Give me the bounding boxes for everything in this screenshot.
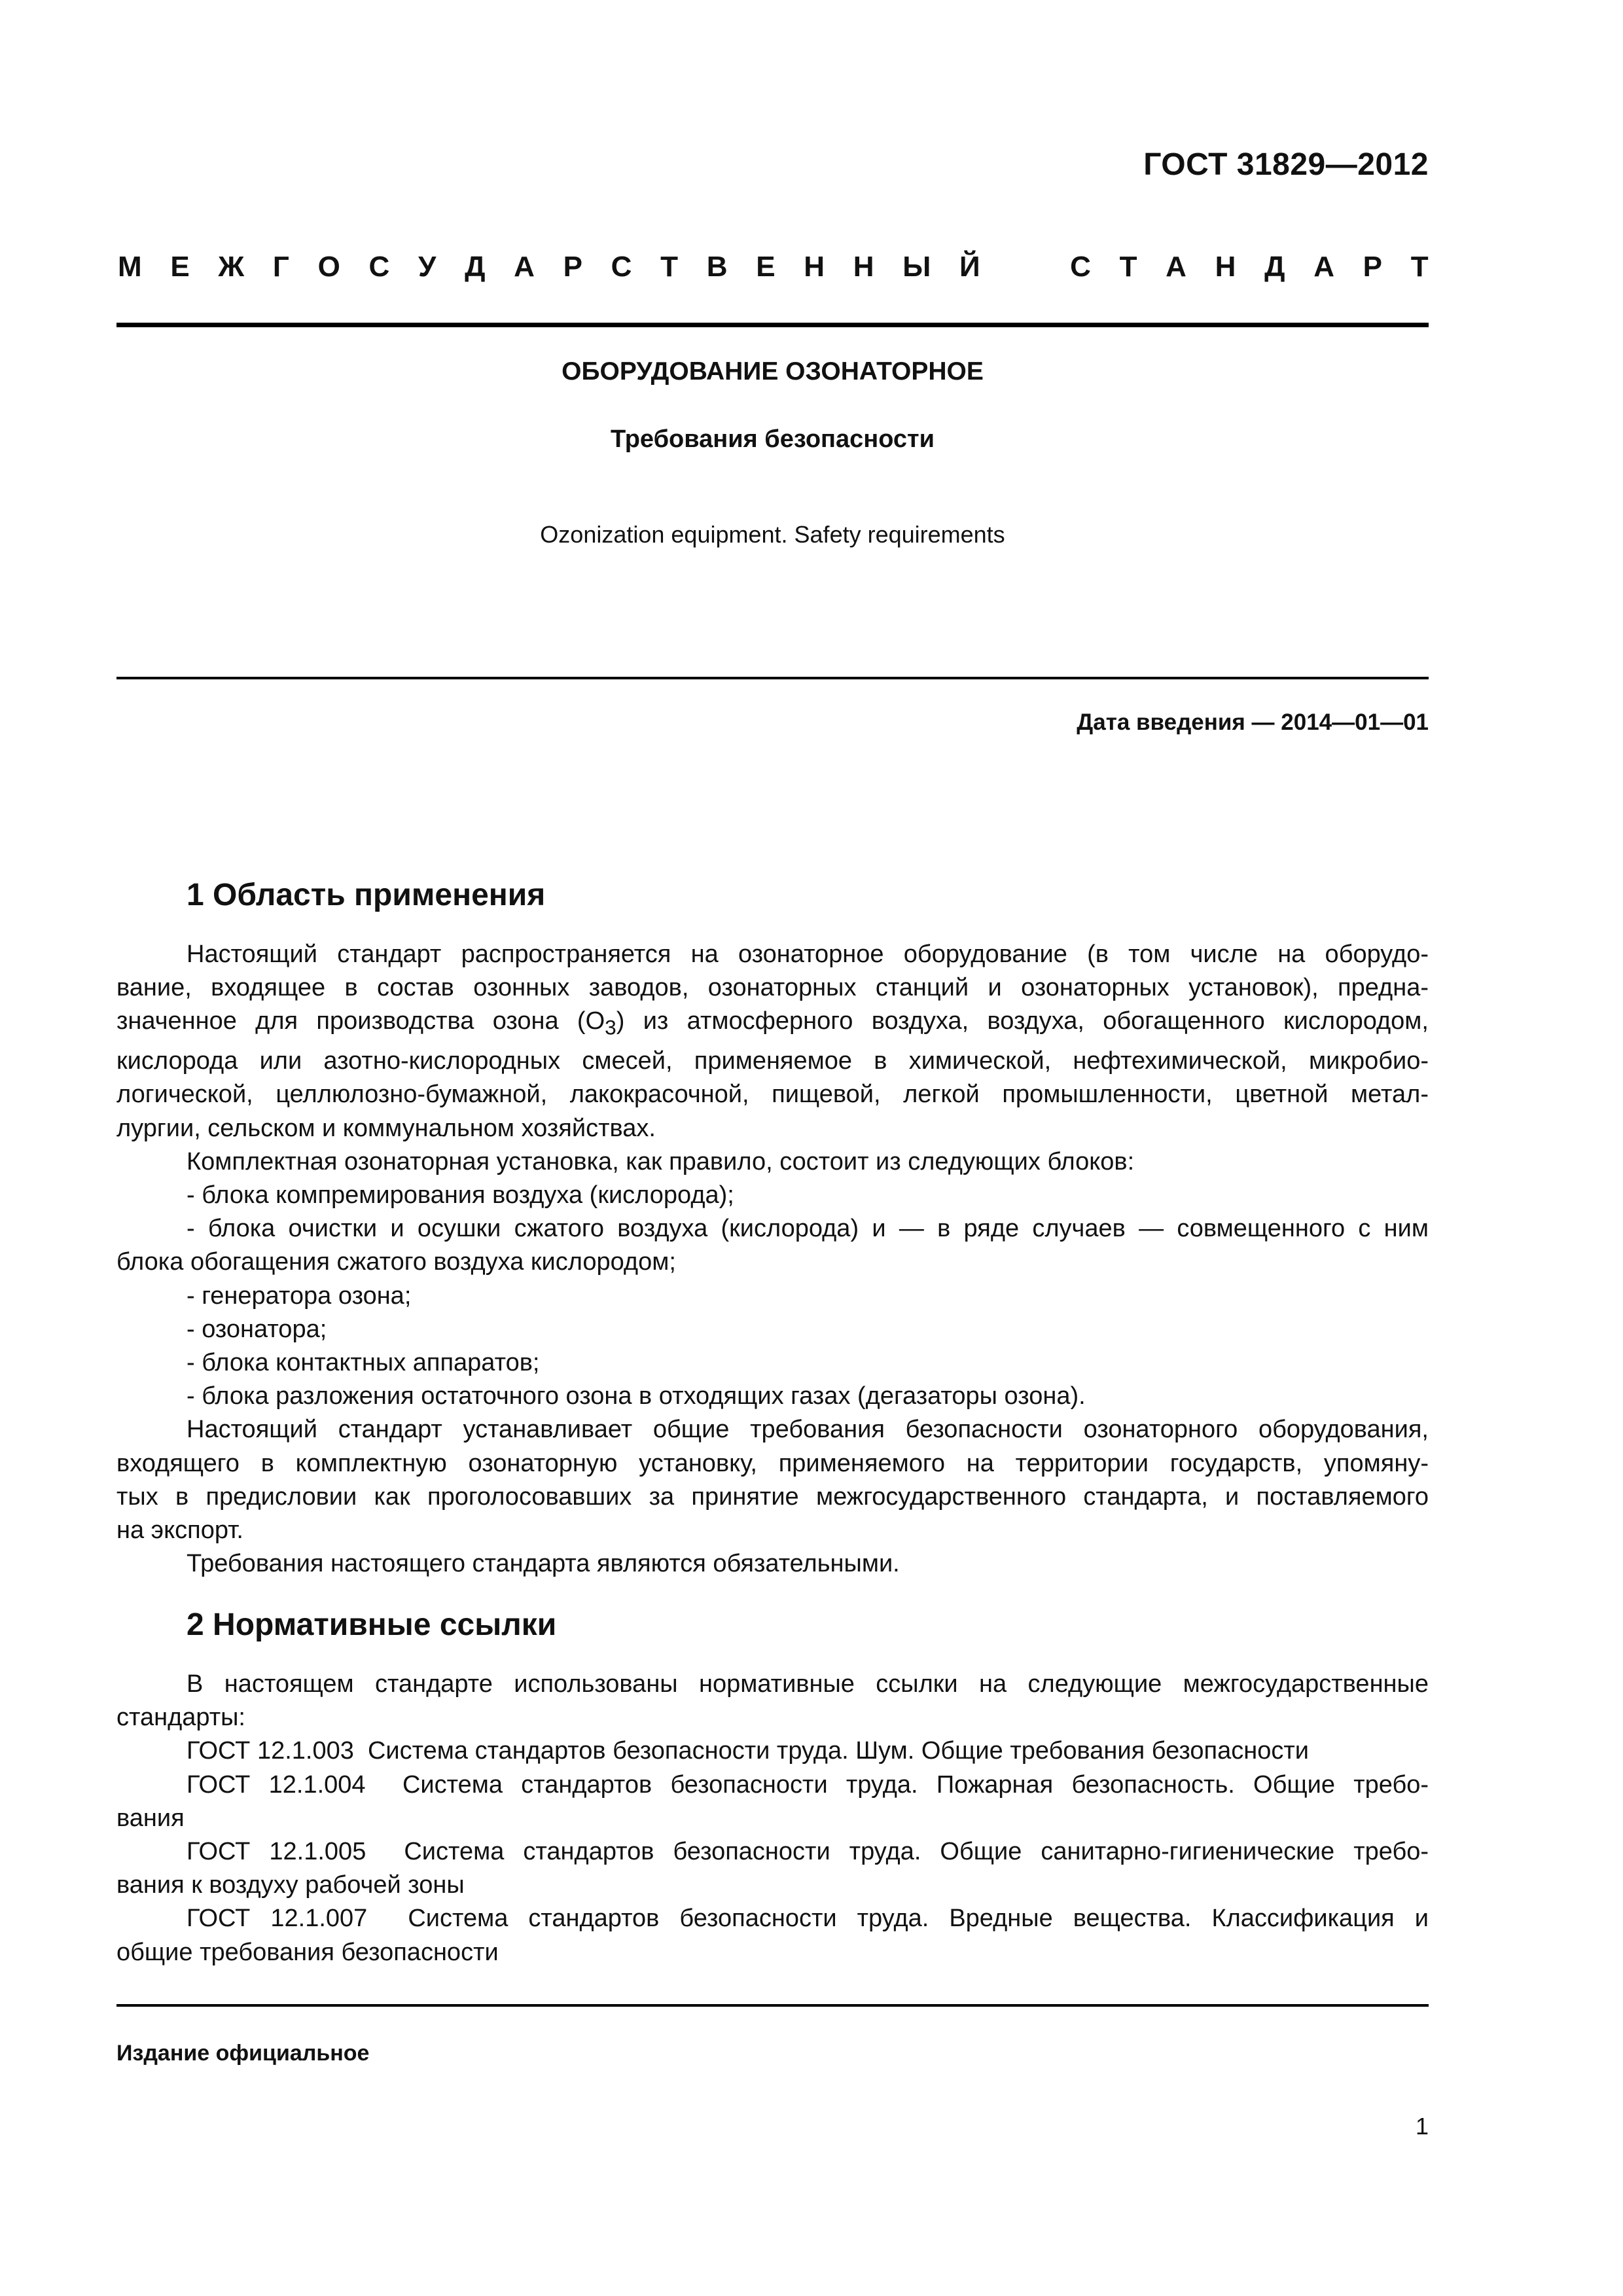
interstate-standard-heading (118, 251, 1429, 283)
spaced-letter: А (1166, 251, 1186, 283)
footer-divider (116, 2004, 1429, 2007)
reference-item: ГОСТ 12.1.003 Система стандартов безопасности труда. Шум. Общие требования безопасности (187, 1737, 1309, 1765)
header-divider (116, 323, 1429, 327)
list-item: - блока разложения остаточного озона в отходящих газах (дегазаторы озона). (187, 1382, 1086, 1410)
spaced-letter: С (1070, 251, 1091, 283)
spaced-letter: Й (959, 251, 980, 283)
spaced-letter: С (368, 251, 390, 283)
list-item: - блока очистки и осушки сжатого воздуха (кислорода) и — в ряде случаев — совмещенного с ним (187, 1215, 1429, 1243)
text-run: значенное для производства озона (О (116, 1007, 605, 1035)
text-line: на экспорт. (116, 1516, 243, 1545)
document-subtitle: Требования безопасности (610, 425, 935, 453)
text-line: входящего в комплектную озонаторную установку, применяемого на территории государств, упомяну- (116, 1449, 1429, 1477)
spaced-letter: Т (1119, 251, 1137, 283)
text-line: логической, целлюлозно-бумажной, лакокрасочной, пищевой, легкой промышленности, цветной метал- (116, 1081, 1429, 1109)
spaced-letter: О (317, 251, 340, 283)
spaced-letter: В (706, 251, 728, 283)
spaced-letter: У (418, 251, 437, 283)
spaced-letter: Ы (902, 251, 931, 283)
spaced-letter: Н (1215, 251, 1236, 283)
reference-item: ГОСТ 12.1.004 Система стандартов безопасности труда. Пожарная безопасность. Общие требо- (187, 1770, 1429, 1799)
list-item: - генератора озона; (187, 1282, 412, 1310)
text-line: тых в предисловии как проголосовавших за принятие межгосударственного стандарта, и поставляемого (116, 1482, 1429, 1511)
subscript: 3 (605, 1016, 616, 1039)
text-line: В настоящем стандарте использованы нормативные ссылки на следующие межгосударственные (187, 1670, 1429, 1698)
text-line: вания к воздуху рабочей зоны (116, 1871, 465, 1899)
text-line (116, 1005, 1429, 1045)
spaced-letter: С (611, 251, 632, 283)
document-title: ОБОРУДОВАНИЕ ОЗОНАТОРНОЕ (562, 357, 984, 386)
text-line: Настоящий стандарт устанавливает общие требования безопасности озонаторного оборудования, (187, 1416, 1429, 1444)
section-2-body (116, 1668, 1429, 1969)
text-line: стандарты: (116, 1704, 245, 1732)
spaced-letter: М (118, 251, 142, 283)
official-edition-label: Издание официальное (116, 2041, 370, 2066)
spaced-letter: Е (170, 251, 190, 283)
text-run: ) из атмосферного воздуха, воздуха, обогащенного кислородом, (616, 1007, 1429, 1035)
list-item: - блока контактных аппаратов; (187, 1349, 540, 1377)
spaced-letter: Т (1410, 251, 1429, 283)
title-divider (116, 677, 1429, 679)
spaced-letter: Н (853, 251, 874, 283)
spaced-letter: Р (1363, 251, 1383, 283)
text-line: вание, входящее в состав озонных заводов, озонаторных станций и озонаторных установок), предна- (116, 974, 1429, 1002)
introduction-date: Дата введения — 2014—01—01 (1077, 709, 1429, 735)
section-2-heading: 2 Нормативные ссылки (187, 1607, 557, 1642)
reference-item: ГОСТ 12.1.005 Система стандартов безопасности труда. Общие санитарно-гигиенические требо- (187, 1838, 1429, 1866)
text-line: Комплектная озонаторная установка, как правило, состоит из следующих блоков: (187, 1147, 1135, 1175)
reference-item: ГОСТ 12.1.007 Система стандартов безопасности труда. Вредные вещества. Классификация и (187, 1905, 1429, 1933)
list-item: - озонатора; (187, 1315, 327, 1343)
page-number: 1 (1415, 2113, 1429, 2140)
standard-number: ГОСТ 31829—2012 (1143, 147, 1429, 182)
text-line: Требования настоящего стандарта являются обязательными. (187, 1550, 900, 1578)
spaced-letter: Н (804, 251, 825, 283)
text-line: общие требования безопасности (116, 1938, 499, 1966)
spaced-letter: А (514, 251, 535, 283)
spaced-letter: Г (272, 251, 289, 283)
spaced-letter: Ж (218, 251, 245, 283)
section-1-body (116, 938, 1429, 1581)
spaced-letter: А (1313, 251, 1334, 283)
spaced-letter: Д (465, 251, 486, 283)
text-line: вания (116, 1804, 185, 1832)
text-line: лургии, сельском и коммунальном хозяйствах. (116, 1114, 656, 1142)
text-line: Настоящий стандарт распространяется на озонаторное оборудование (в том числе на оборудо- (187, 941, 1429, 968)
spaced-letter: Д (1264, 251, 1285, 283)
word-gap (1008, 251, 1041, 283)
spaced-letter: Р (563, 251, 582, 283)
spaced-letter: Е (756, 251, 776, 283)
english-title: Ozonization equipment. Safety requirements (540, 521, 1005, 548)
text-line: блока обогащения сжатого воздуха кислородом; (116, 1248, 676, 1276)
spaced-letter: Т (660, 251, 679, 283)
text-line: кислорода или азотно-кислородных смесей, применяемое в химической, нефтехимической, микробио- (116, 1047, 1429, 1075)
section-1-heading: 1 Область применения (187, 878, 546, 912)
list-item: - блока компремирования воздуха (кислорода); (187, 1181, 734, 1210)
